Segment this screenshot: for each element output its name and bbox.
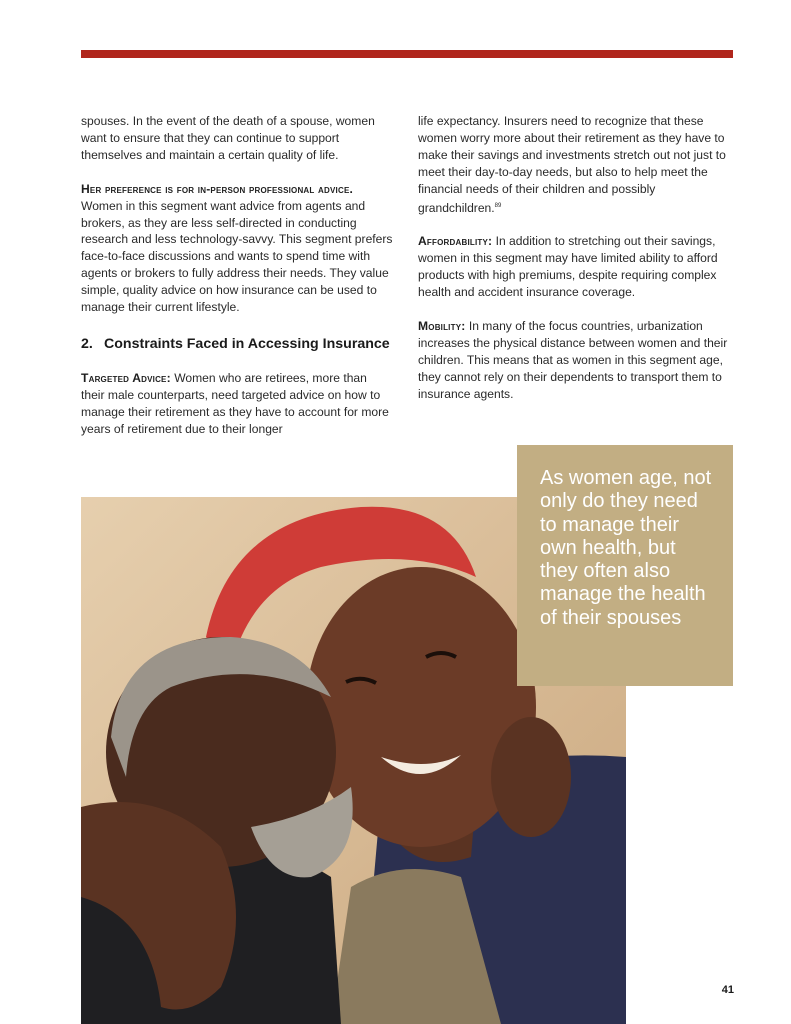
section-title: Constraints Faced in Accessing Insurance [104,335,390,352]
paragraph-text: Women who are retirees, more than their male counterparts, need targeted advice on how to manage their retirement as they have to account for more years of retirement due to their longer [81,370,389,436]
paragraph-lead: Her preference is for in-person professional advice. [81,181,354,196]
paragraph [81,370,393,438]
paragraph [418,113,733,216]
paragraph-text: Women in this segment want advice from agents and brokers, as they are less self-directed in conducting research and less technology-savvy. This segment prefers face-to-face discussions and wants to spend time with agents or brokers to fully address their needs. They value simple, quality advice on how insurance can be used to manage their current lifestyle. [81,198,393,315]
paragraph-text: life expectancy. Insurers need to recognize that these women worry more about their retirement as they have to make their savings and investments stretch out not just to meet their day-to-day needs, but also to help meet the financial needs of their children and possibly grandchildren. [418,114,726,215]
paragraph-text: In addition to stretching out their savings, women in this segment may have limited ability to afford products with high premiums, despite requiring complex health and accident insurance coverage. [418,234,718,300]
pull-quote: As women age, not only do they need to manage their own health, but they often also manage the health of their spouses [517,445,733,686]
section-heading [81,336,393,353]
paragraph-lead: Affordability: [418,234,493,249]
left-column [81,113,393,455]
paragraph [418,318,733,403]
hand [491,717,571,837]
section-number: 2. [81,335,93,352]
paragraph [81,181,393,316]
footnote-ref: 89 [494,202,502,209]
paragraph-lead: Targeted Advice: [81,370,171,385]
paragraph-text: In many of the focus countries, urbanization increases the physical distance between women and their children. This means that as women in this segment age, they cannot rely on their dependents to transport them to insurance agents. [418,319,728,401]
paragraph-lead: Mobility: [418,319,466,334]
paragraph: spouses. In the event of the death of a spouse, women want to ensure that they can continue to support themselves and maintain a certain quality of life. [81,114,375,162]
paragraph [418,233,733,301]
page-number: 41 [721,984,734,996]
right-column [418,113,733,420]
top-rule [81,50,733,58]
